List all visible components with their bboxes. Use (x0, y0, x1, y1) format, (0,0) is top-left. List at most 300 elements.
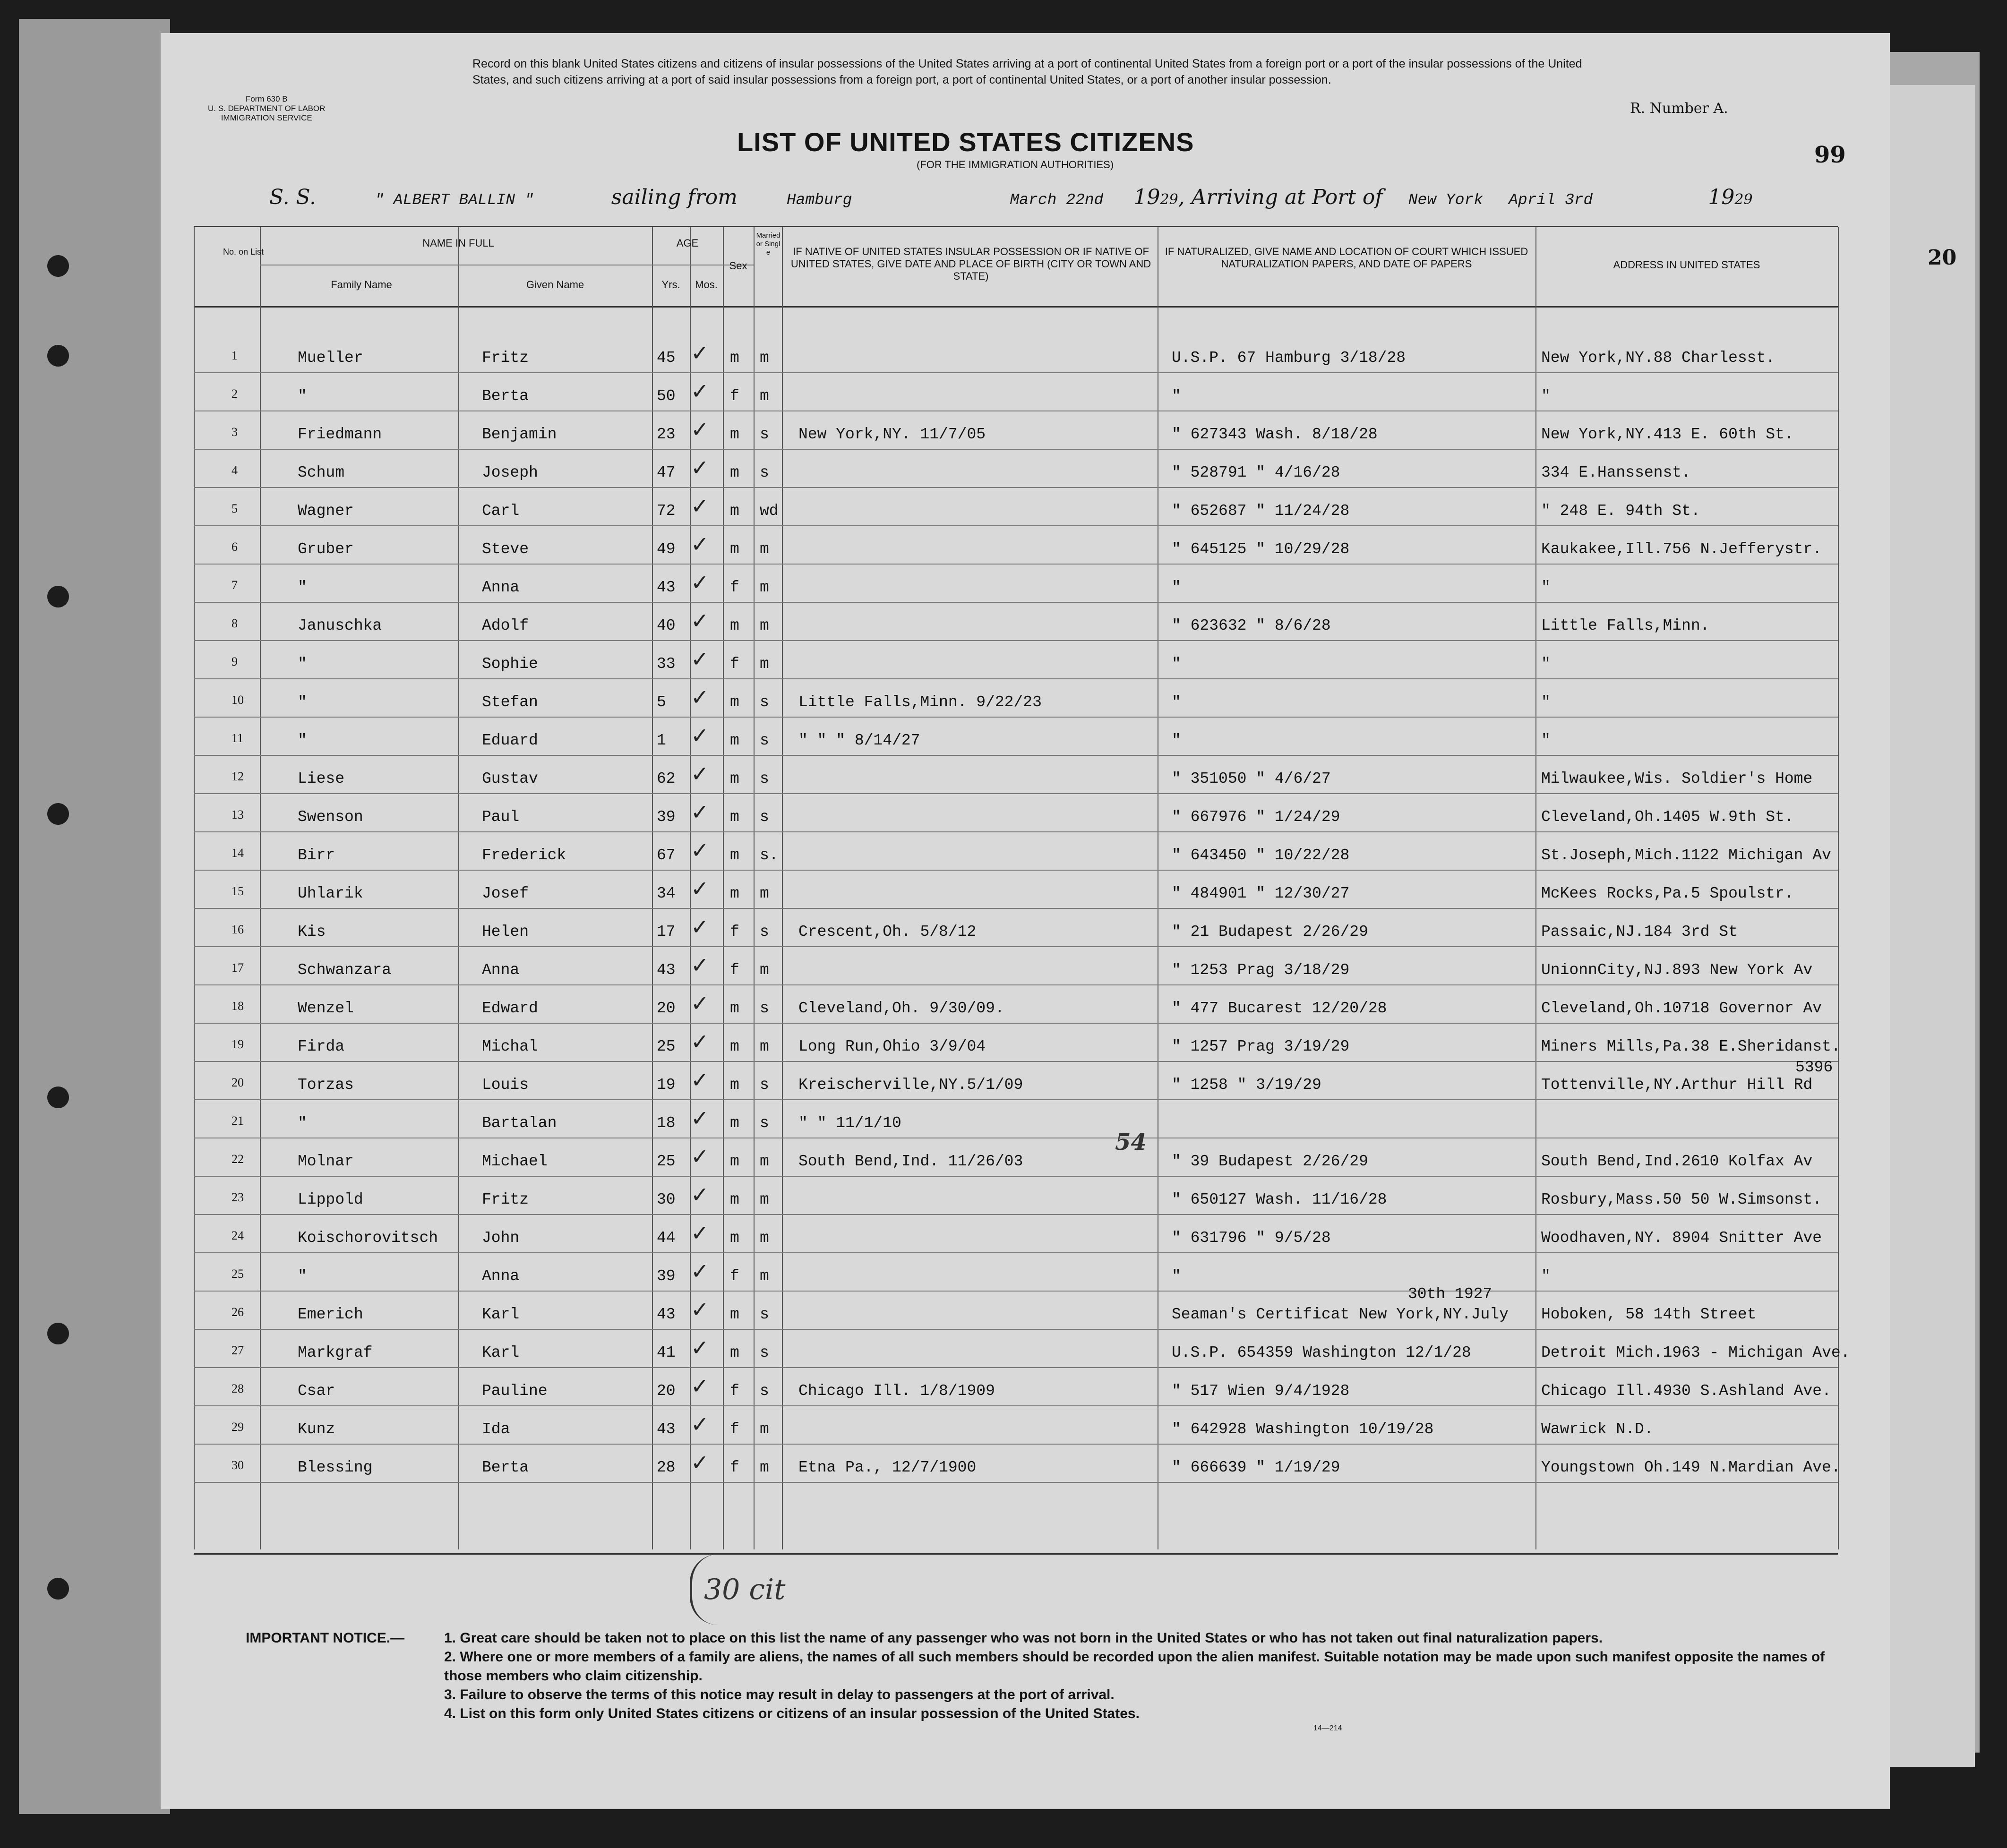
punch-hole (47, 803, 69, 825)
column-divider (260, 227, 261, 1549)
age-years: 1 (657, 732, 666, 749)
family-name: Schwanzara (298, 961, 392, 979)
family-name: Schum (298, 464, 345, 481)
year2-suffix: 29 (1734, 191, 1753, 208)
row-divider (194, 640, 1838, 641)
sailing-line (269, 185, 1753, 209)
age-years: 47 (657, 464, 676, 481)
family-name: Gruber (298, 540, 354, 558)
form-code: 14—214 (1313, 1724, 1342, 1732)
given-name: Bartalan (482, 1114, 557, 1132)
naturalization: " (1172, 387, 1181, 405)
naturalization: " 643450 " 10/22/28 (1172, 847, 1350, 864)
row-number: 25 (232, 1267, 244, 1281)
marital-status: s (760, 1000, 769, 1017)
age-years: 72 (657, 502, 676, 520)
sex: f (730, 1420, 739, 1438)
given-name: Stefan (482, 693, 538, 711)
header-naturalized: IF NATURALIZED, GIVE NAME AND LOCATION OF COURT WHICH ISSUED NATURALIZATION PAPERS, AND DATE OF PAPERS (1165, 246, 1528, 270)
notice-item-1: 1. Great care should be taken not to place on this list the name of any passenger who was not born in the United States or who has not taken out final naturalization papers. (444, 1630, 1603, 1646)
check-mark: ✓ (691, 1335, 709, 1360)
row-number: 21 (232, 1114, 244, 1128)
check-mark: ✓ (691, 1144, 709, 1169)
given-name: Sophie (482, 655, 538, 673)
family-name: Koischorovitsch (298, 1229, 438, 1247)
family-name: " (298, 693, 307, 711)
row-divider (194, 755, 1838, 756)
age-years: 62 (657, 770, 676, 787)
column-divider (1535, 227, 1536, 1549)
age-years: 23 (657, 426, 676, 443)
column-divider (652, 227, 653, 1549)
age-years: 19 (657, 1076, 676, 1094)
notice-item-3: 3. Failure to observe the terms of this notice may result in delay to passengers at the port of arrival. (444, 1687, 1115, 1703)
age-years: 44 (657, 1229, 676, 1247)
marital-status: m (760, 349, 769, 367)
age-years: 67 (657, 847, 676, 864)
sex: m (730, 617, 739, 634)
family-name: Birr (298, 847, 335, 864)
header-mos: Mos. (695, 279, 718, 291)
marital-status: m (760, 1191, 769, 1208)
family-name: Csar (298, 1382, 335, 1400)
family-name: " (298, 387, 307, 405)
naturalization: " 21 Budapest 2/26/29 (1172, 923, 1368, 941)
given-name: John (482, 1229, 520, 1247)
row-divider (194, 1252, 1838, 1253)
check-mark: ✓ (691, 1106, 709, 1130)
handwritten-count: 30 cit (704, 1573, 786, 1606)
given-name: Paul (482, 808, 520, 826)
marital-status: s (760, 693, 769, 711)
row-divider (194, 525, 1838, 526)
row-number: 2 (232, 387, 238, 401)
check-mark: ✓ (691, 532, 709, 556)
row-number: 29 (232, 1420, 244, 1434)
marital-status: s (760, 1344, 769, 1361)
year-suffix: 29 (1160, 191, 1178, 208)
column-divider (458, 227, 459, 1549)
naturalization: " 39 Budapest 2/26/29 (1172, 1153, 1368, 1170)
age-years: 41 (657, 1344, 676, 1361)
row-divider (194, 908, 1838, 909)
row-divider (194, 1291, 1838, 1292)
row-number: 27 (232, 1343, 244, 1357)
naturalization: " 645125 " 10/29/28 (1172, 540, 1350, 558)
family-name: Uhlarik (298, 885, 363, 902)
sex: f (730, 1382, 739, 1400)
background-paper (19, 19, 170, 1814)
family-name: Lippold (298, 1191, 363, 1208)
marital-status: m (760, 1267, 769, 1285)
header-married-single: Married or Single (756, 231, 780, 257)
us-address: Tottenville,NY.Arthur Hill Rd (1541, 1076, 1813, 1094)
given-name: Pauline (482, 1382, 548, 1400)
age-years: 39 (657, 808, 676, 826)
row-number: 8 (232, 616, 238, 630)
sex: m (730, 1191, 739, 1208)
us-address: South Bend,Ind.2610 Kolfax Av (1541, 1153, 1813, 1170)
us-address: St.Joseph,Mich.1122 Michigan Av (1541, 847, 1831, 864)
age-years: 34 (657, 885, 676, 902)
birth-place-date: Little Falls,Minn. 9/22/23 (798, 693, 1042, 711)
row-divider (194, 1061, 1838, 1062)
us-address: Woodhaven,NY. 8904 Snitter Ave (1541, 1229, 1822, 1247)
us-address: " (1541, 387, 1551, 405)
row-divider (194, 870, 1838, 871)
form-number: Form 630 B (245, 94, 288, 103)
sex: f (730, 1459, 739, 1476)
given-name: Fritz (482, 1191, 529, 1208)
row-divider (194, 1023, 1838, 1024)
us-address: " (1541, 732, 1551, 749)
header-address: ADDRESS IN UNITED STATES (1613, 259, 1760, 271)
sex: m (730, 847, 739, 864)
us-address: Cleveland,Oh.1405 W.9th St. (1541, 808, 1794, 826)
us-address: Kaukakee,Ill.756 N.Jefferystr. (1541, 540, 1822, 558)
naturalization: " (1172, 732, 1181, 749)
row-number: 6 (232, 540, 238, 554)
birth-place-date: Etna Pa., 12/7/1900 (798, 1459, 977, 1476)
marital-status: s (760, 732, 769, 749)
arriving-label: , Arriving at Port of (1178, 185, 1383, 209)
family-name: Swenson (298, 808, 363, 826)
us-address: New York,NY.88 Charlesst. (1541, 349, 1775, 367)
birth-place-date: " " " 8/14/27 (798, 732, 920, 749)
row-divider (194, 946, 1838, 947)
naturalization: " 1253 Prag 3/18/29 (1172, 961, 1350, 979)
us-address: " (1541, 1267, 1551, 1285)
row-divider (194, 984, 1838, 985)
age-years: 25 (657, 1038, 676, 1055)
to-port: New York (1408, 191, 1484, 209)
header-bottom-border (194, 306, 1838, 308)
given-name: Berta (482, 387, 529, 405)
naturalization: " 477 Bucarest 12/20/28 (1172, 1000, 1387, 1017)
sex: m (730, 426, 739, 443)
family-name: " (298, 1267, 307, 1285)
age-years: 20 (657, 1000, 676, 1017)
us-address: Chicago Ill.4930 S.Ashland Ave. (1541, 1382, 1831, 1400)
age-years: 39 (657, 1267, 676, 1285)
row-divider (194, 487, 1838, 488)
given-name: Anna (482, 961, 520, 979)
age-years: 43 (657, 961, 676, 979)
us-address: UnionnCity,NJ.893 New York Av (1541, 961, 1813, 979)
marital-status: s (760, 1076, 769, 1094)
us-address: Little Falls,Minn. (1541, 617, 1710, 634)
check-mark: ✓ (691, 838, 709, 863)
age-years: 45 (657, 349, 676, 367)
r-number: R. Number A. (1630, 100, 1728, 117)
sex: f (730, 387, 739, 405)
row-number: 7 (232, 578, 238, 592)
column-divider (754, 227, 755, 1549)
page-subtitle: (FOR THE IMMIGRATION AUTHORITIES) (917, 159, 1114, 171)
row-number: 1 (232, 349, 238, 362)
seaman-date-note: 30th 1927 (1408, 1285, 1492, 1303)
marital-status: m (760, 1420, 769, 1438)
age-years: 43 (657, 579, 676, 596)
age-years: 20 (657, 1382, 676, 1400)
important-notice (246, 1629, 1861, 1723)
punch-hole (47, 1323, 69, 1344)
given-name: Louis (482, 1076, 529, 1094)
given-name: Karl (482, 1344, 520, 1361)
age-years: 5 (657, 693, 666, 711)
given-name: Karl (482, 1306, 520, 1323)
given-name: Anna (482, 1267, 520, 1285)
header-sex: Sex (729, 260, 747, 272)
marital-status: s (760, 770, 769, 787)
us-address: " (1541, 655, 1551, 673)
naturalization: " (1172, 579, 1181, 596)
header-no: No. on List (223, 247, 264, 257)
check-mark: ✓ (691, 876, 709, 901)
given-name: Carl (482, 502, 520, 520)
check-mark: ✓ (691, 1412, 709, 1437)
row-number: 16 (232, 923, 244, 936)
header-name-in-full: NAME IN FULL (422, 237, 494, 249)
naturalization: " 351050 " 4/6/27 (1172, 770, 1331, 787)
sailing-from-label: sailing from (611, 185, 738, 209)
row-divider (194, 1176, 1838, 1177)
check-mark: ✓ (691, 1182, 709, 1207)
check-mark: ✓ (691, 761, 709, 786)
check-mark: ✓ (691, 685, 709, 710)
naturalization: " 484901 " 12/30/27 (1172, 885, 1350, 902)
row-number: 18 (232, 999, 244, 1013)
header-native-birth: IF NATIVE OF UNITED STATES INSULAR POSSESSION OR IF NATIVE OF UNITED STATES, GIVE DATE AND PLACE OF BIRTH (CITY OR TOWN AND STATE) (790, 246, 1151, 282)
row-number: 24 (232, 1229, 244, 1242)
age-years: 28 (657, 1459, 676, 1476)
row-divider (194, 372, 1838, 373)
us-address: Youngstown Oh.149 N.Mardian Ave. (1541, 1459, 1841, 1476)
family-name: Mueller (298, 349, 363, 367)
birth-place-date: Chicago Ill. 1/8/1909 (798, 1382, 995, 1400)
check-mark: ✓ (691, 1374, 709, 1398)
check-mark: ✓ (691, 341, 709, 365)
age-years: 50 (657, 387, 676, 405)
given-name: Benjamin (482, 426, 557, 443)
sex: m (730, 1306, 739, 1323)
age-years: 43 (657, 1420, 676, 1438)
family-name: Wagner (298, 502, 354, 520)
row-divider (194, 1405, 1838, 1406)
check-mark: ✓ (691, 915, 709, 939)
row-divider (194, 564, 1838, 565)
punch-hole (47, 345, 69, 367)
marital-status: m (760, 961, 769, 979)
from-date: March 22nd (1010, 191, 1104, 209)
header-yrs: Yrs. (661, 279, 680, 291)
marital-status: s (760, 464, 769, 481)
table-bottom-border (194, 1553, 1838, 1555)
us-address: McKees Rocks,Pa.5 Spoulstr. (1541, 885, 1794, 902)
check-mark: ✓ (691, 494, 709, 518)
given-name: Michal (482, 1038, 538, 1055)
marital-status: s (760, 1306, 769, 1323)
age-years: 43 (657, 1306, 676, 1323)
form-department: U. S. DEPARTMENT OF LABOR (208, 104, 326, 113)
naturalization: " 1258 " 3/19/29 (1172, 1076, 1321, 1094)
us-address: Passaic,NJ.184 3rd St (1541, 923, 1738, 941)
marital-status: s (760, 808, 769, 826)
sex: m (730, 464, 739, 481)
marital-status: s (760, 923, 769, 941)
marital-status: s (760, 426, 769, 443)
check-mark: ✓ (691, 1297, 709, 1322)
row-number: 5 (232, 502, 238, 515)
us-address: Cleveland,Oh.10718 Governor Av (1541, 1000, 1822, 1017)
sex: m (730, 808, 739, 826)
given-name: Josef (482, 885, 529, 902)
given-name: Anna (482, 579, 520, 596)
handwritten-bracket (690, 1554, 749, 1625)
marital-status: s (760, 1382, 769, 1400)
family-name: " (298, 579, 307, 596)
marital-status: m (760, 1459, 769, 1476)
sex: f (730, 923, 739, 941)
record-instructions: Record on this blank United States citizens and citizens of insular possessions of the United States arriving at a port of continental United States from a foreign port or a port of the insular possessions of the United States, and such citizens arriving at a port of said insular possessions from a foreign port, a port of continental United States, or a port of another insular possession. (472, 57, 1582, 86)
check-mark: ✓ (691, 570, 709, 595)
marital-status: m (760, 579, 769, 596)
sex: m (730, 1038, 739, 1055)
row-number: 14 (232, 846, 244, 860)
row-divider (194, 1444, 1838, 1445)
header-family-name: Family Name (331, 279, 392, 291)
column-divider (194, 227, 195, 1549)
marital-status: s (760, 1114, 769, 1132)
family-name: Firda (298, 1038, 345, 1055)
ss-label: S. S. (269, 185, 317, 209)
row-divider (194, 717, 1838, 718)
age-years: 40 (657, 617, 676, 634)
column-divider (782, 227, 783, 1549)
given-name: Eduard (482, 732, 538, 749)
us-address: " (1541, 693, 1551, 711)
row-number: 19 (232, 1037, 244, 1051)
row-number: 10 (232, 693, 244, 707)
row-number: 11 (232, 731, 244, 745)
column-divider (723, 227, 724, 1549)
naturalization: " 650127 Wash. 11/16/28 (1172, 1191, 1387, 1208)
row-number: 17 (232, 961, 244, 975)
check-mark: ✓ (691, 1068, 709, 1092)
check-mark: ✓ (691, 455, 709, 480)
naturalization: " 528791 " 4/16/28 (1172, 464, 1340, 481)
age-years: 33 (657, 655, 676, 673)
given-name: Joseph (482, 464, 538, 481)
family-name: " (298, 655, 307, 673)
check-mark: ✓ (691, 1221, 709, 1245)
us-address: Detroit Mich.1963 - Michigan Ave. (1541, 1344, 1850, 1361)
sex: m (730, 1076, 739, 1094)
sex: m (730, 1000, 739, 1017)
us-address: 334 E.Hanssenst. (1541, 464, 1691, 481)
given-name: Berta (482, 1459, 529, 1476)
punch-hole (47, 1578, 69, 1600)
row-divider (194, 793, 1838, 794)
naturalization: Seaman's Certificat New York,NY.July (1172, 1306, 1509, 1323)
naturalization: " 667976 " 1/24/29 (1172, 808, 1340, 826)
us-address: Rosbury,Mass.50 50 W.Simsonst. (1541, 1191, 1822, 1208)
age-years: 17 (657, 923, 676, 941)
check-mark: ✓ (691, 379, 709, 403)
marital-status: m (760, 1038, 769, 1055)
age-years: 18 (657, 1114, 676, 1132)
sex: f (730, 579, 739, 596)
birth-place-date: South Bend,Ind. 11/26/03 (798, 1153, 1023, 1170)
row-number: 30 (232, 1458, 244, 1472)
year-prefix: 19 (1133, 185, 1160, 209)
marital-status: m (760, 1229, 769, 1247)
marital-status: m (760, 540, 769, 558)
row-divider (194, 602, 1838, 603)
naturalization: " 627343 Wash. 8/18/28 (1172, 426, 1378, 443)
us-address: " (1541, 579, 1551, 596)
manifest-sheet (161, 33, 1890, 1809)
naturalization: " (1172, 655, 1181, 673)
given-name: Adolf (482, 617, 529, 634)
to-date: April 3rd (1509, 191, 1593, 209)
us-address: Milwaukee,Wis. Soldier's Home (1541, 770, 1813, 787)
family-name: Blessing (298, 1459, 373, 1476)
sex: m (730, 1344, 739, 1361)
header-age: AGE (676, 237, 699, 249)
row-number: 15 (232, 884, 244, 898)
punch-hole (47, 1087, 69, 1108)
check-mark: ✓ (691, 417, 709, 442)
given-name: Helen (482, 923, 529, 941)
row-number: 28 (232, 1382, 244, 1395)
naturalization: " 1257 Prag 3/19/29 (1172, 1038, 1350, 1055)
punch-hole (47, 586, 69, 607)
marital-status: m (760, 387, 769, 405)
given-name: Edward (482, 1000, 538, 1017)
us-address: Wawrick N.D. (1541, 1420, 1654, 1438)
ship-name: " ALBERT BALLIN " (375, 191, 534, 209)
row-number: 23 (232, 1190, 244, 1204)
naturalization: " 642928 Washington 10/19/28 (1172, 1420, 1434, 1438)
marital-status: m (760, 617, 769, 634)
sex: m (730, 502, 739, 520)
from-port: Hamburg (786, 191, 852, 209)
check-mark: ✓ (691, 1029, 709, 1054)
marital-status: s. (760, 847, 779, 864)
family-name: " (298, 732, 307, 749)
row-number: 22 (232, 1152, 244, 1166)
given-name: Ida (482, 1420, 510, 1438)
row-divider (194, 831, 1838, 832)
punch-hole (47, 255, 69, 277)
marital-status: m (760, 1153, 769, 1170)
family-name: Torzas (298, 1076, 354, 1094)
family-name: Friedmann (298, 426, 382, 443)
check-mark: ✓ (691, 723, 709, 748)
sex: f (730, 961, 739, 979)
naturalization: " (1172, 693, 1181, 711)
sex: m (730, 1229, 739, 1247)
naturalization: " 652687 " 11/24/28 (1172, 502, 1350, 520)
row-number: 26 (232, 1305, 244, 1319)
birth-place-date: " " 11/1/10 (798, 1114, 901, 1132)
row-number: 12 (232, 770, 244, 783)
address-note: 5396 (1795, 1059, 1833, 1076)
header-given-name: Given Name (526, 279, 584, 291)
check-mark: ✓ (691, 647, 709, 671)
row-number: 13 (232, 808, 244, 821)
